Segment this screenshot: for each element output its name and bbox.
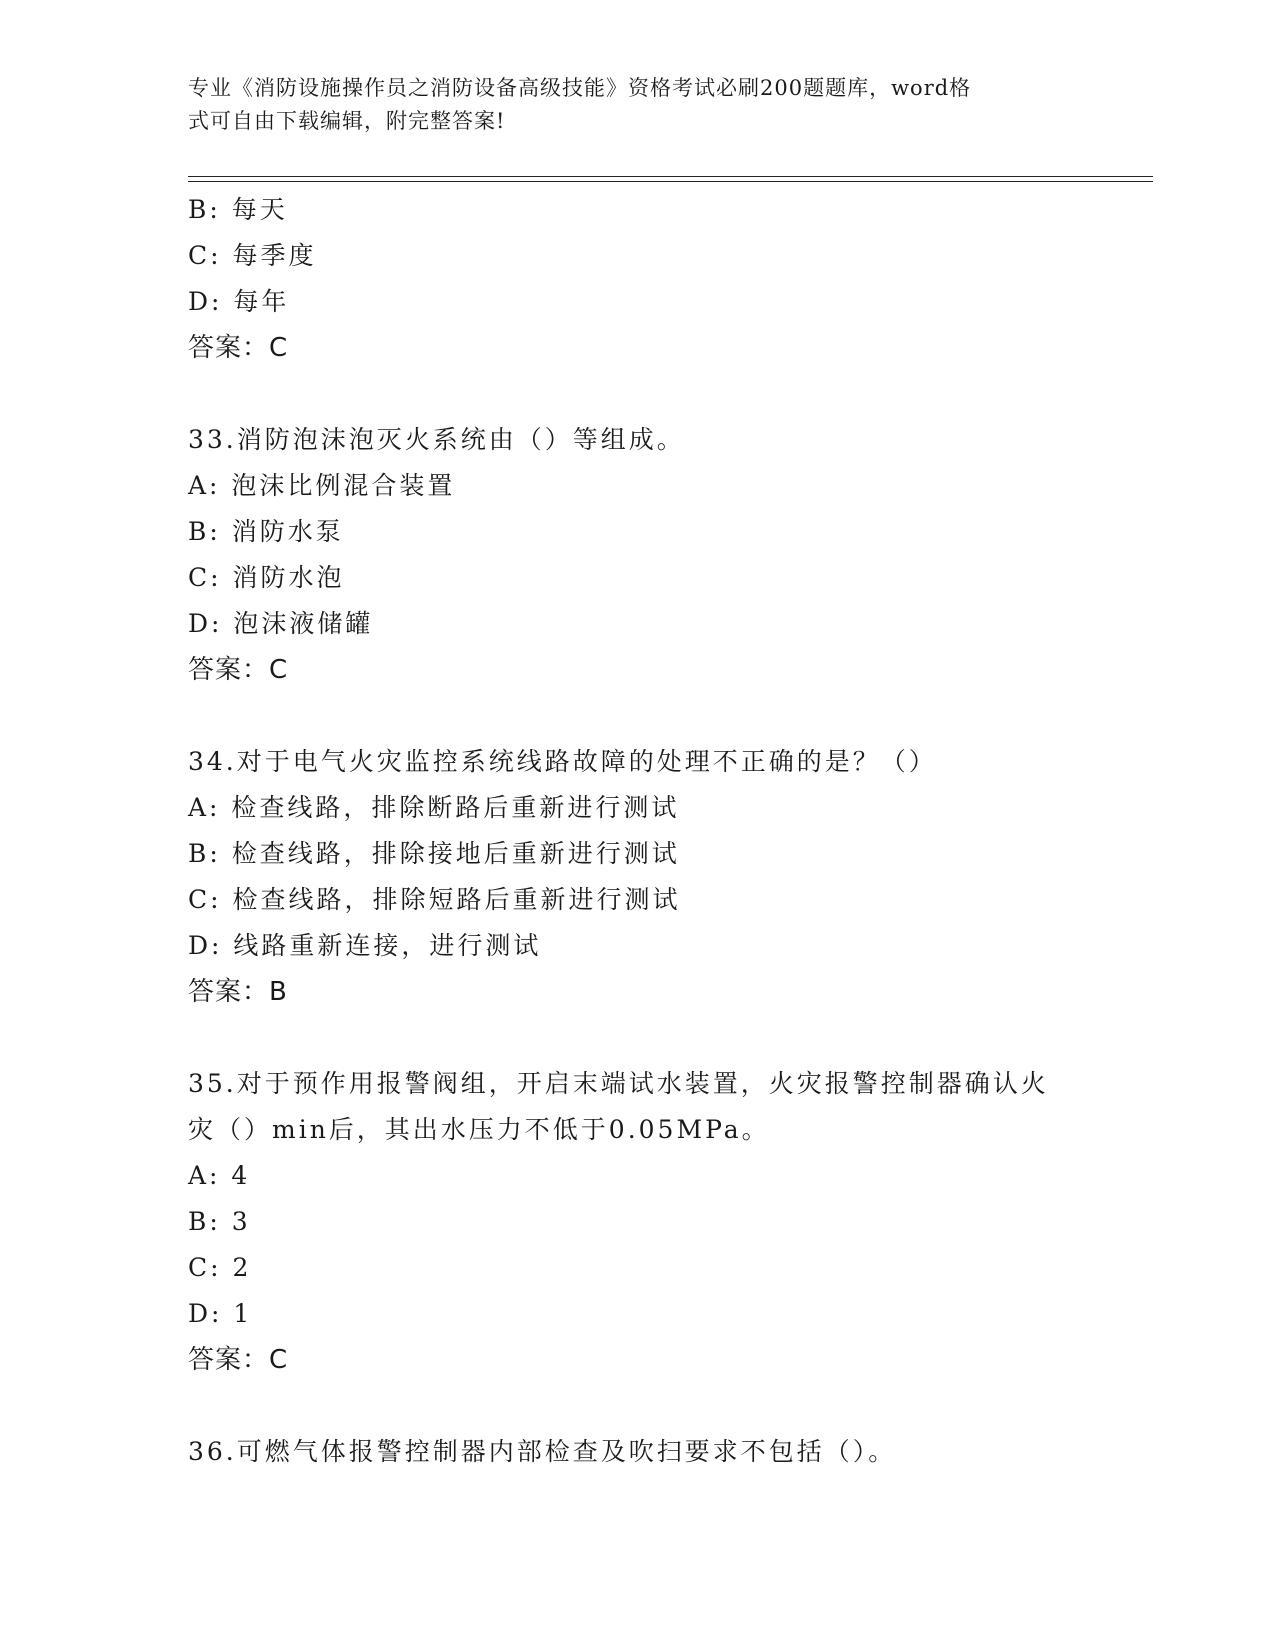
header-divider-top xyxy=(188,176,1153,177)
option-d: D: 泡沫液储罐 xyxy=(188,609,374,638)
option-b: B: 检查线路，排除接地后重新进行测试 xyxy=(188,839,680,868)
option-a: A: 泡沫比例混合装置 xyxy=(188,471,456,500)
option-b: B: 每天 xyxy=(188,195,288,224)
option-c: C: 每季度 xyxy=(188,241,317,270)
header-line-2: 式可自由下载编辑，附完整答案! xyxy=(188,109,506,133)
answer: 答案：C xyxy=(188,333,289,363)
question-stem-line-2: 灾（）min后，其出水压力不低于0.05MPa。 xyxy=(188,1115,770,1144)
option-c: C: 检查线路，排除短路后重新进行测试 xyxy=(188,885,681,914)
option-a: A: 检查线路，排除断路后重新进行测试 xyxy=(188,793,680,822)
option-d: D: 每年 xyxy=(188,287,290,316)
question-stem: 36.可燃气体报警控制器内部检查及吹扫要求不包括（）。 xyxy=(188,1437,897,1466)
question-list xyxy=(188,187,1088,1475)
option-b: B: 消防水泵 xyxy=(188,517,344,546)
option-c: C: 消防水泡 xyxy=(188,563,345,592)
header-divider-bottom xyxy=(188,181,1153,182)
question-stem: 33.消防泡沫泡灭火系统由（）等组成。 xyxy=(188,425,685,454)
document-header xyxy=(188,72,1068,138)
option-d: D: 线路重新连接，进行测试 xyxy=(188,931,542,960)
question-stem-line-1: 35.对于预作用报警阀组，开启末端试水装置，火灾报警控制器确认火 xyxy=(188,1069,1049,1098)
option-c: C: 2 xyxy=(188,1253,252,1282)
option-b: B: 3 xyxy=(188,1207,251,1236)
option-a: A: 4 xyxy=(188,1161,251,1190)
option-d: D: 1 xyxy=(188,1299,253,1328)
answer: 答案：C xyxy=(188,1345,289,1375)
header-line-1: 专业《消防设施操作员之消防设备高级技能》资格考试必刷200题题库，word格 xyxy=(188,76,972,100)
answer: 答案：B xyxy=(188,977,288,1007)
answer: 答案：C xyxy=(188,655,289,685)
question-stem: 34.对于电气火灾监控系统线路故障的处理不正确的是？（） xyxy=(188,747,937,776)
